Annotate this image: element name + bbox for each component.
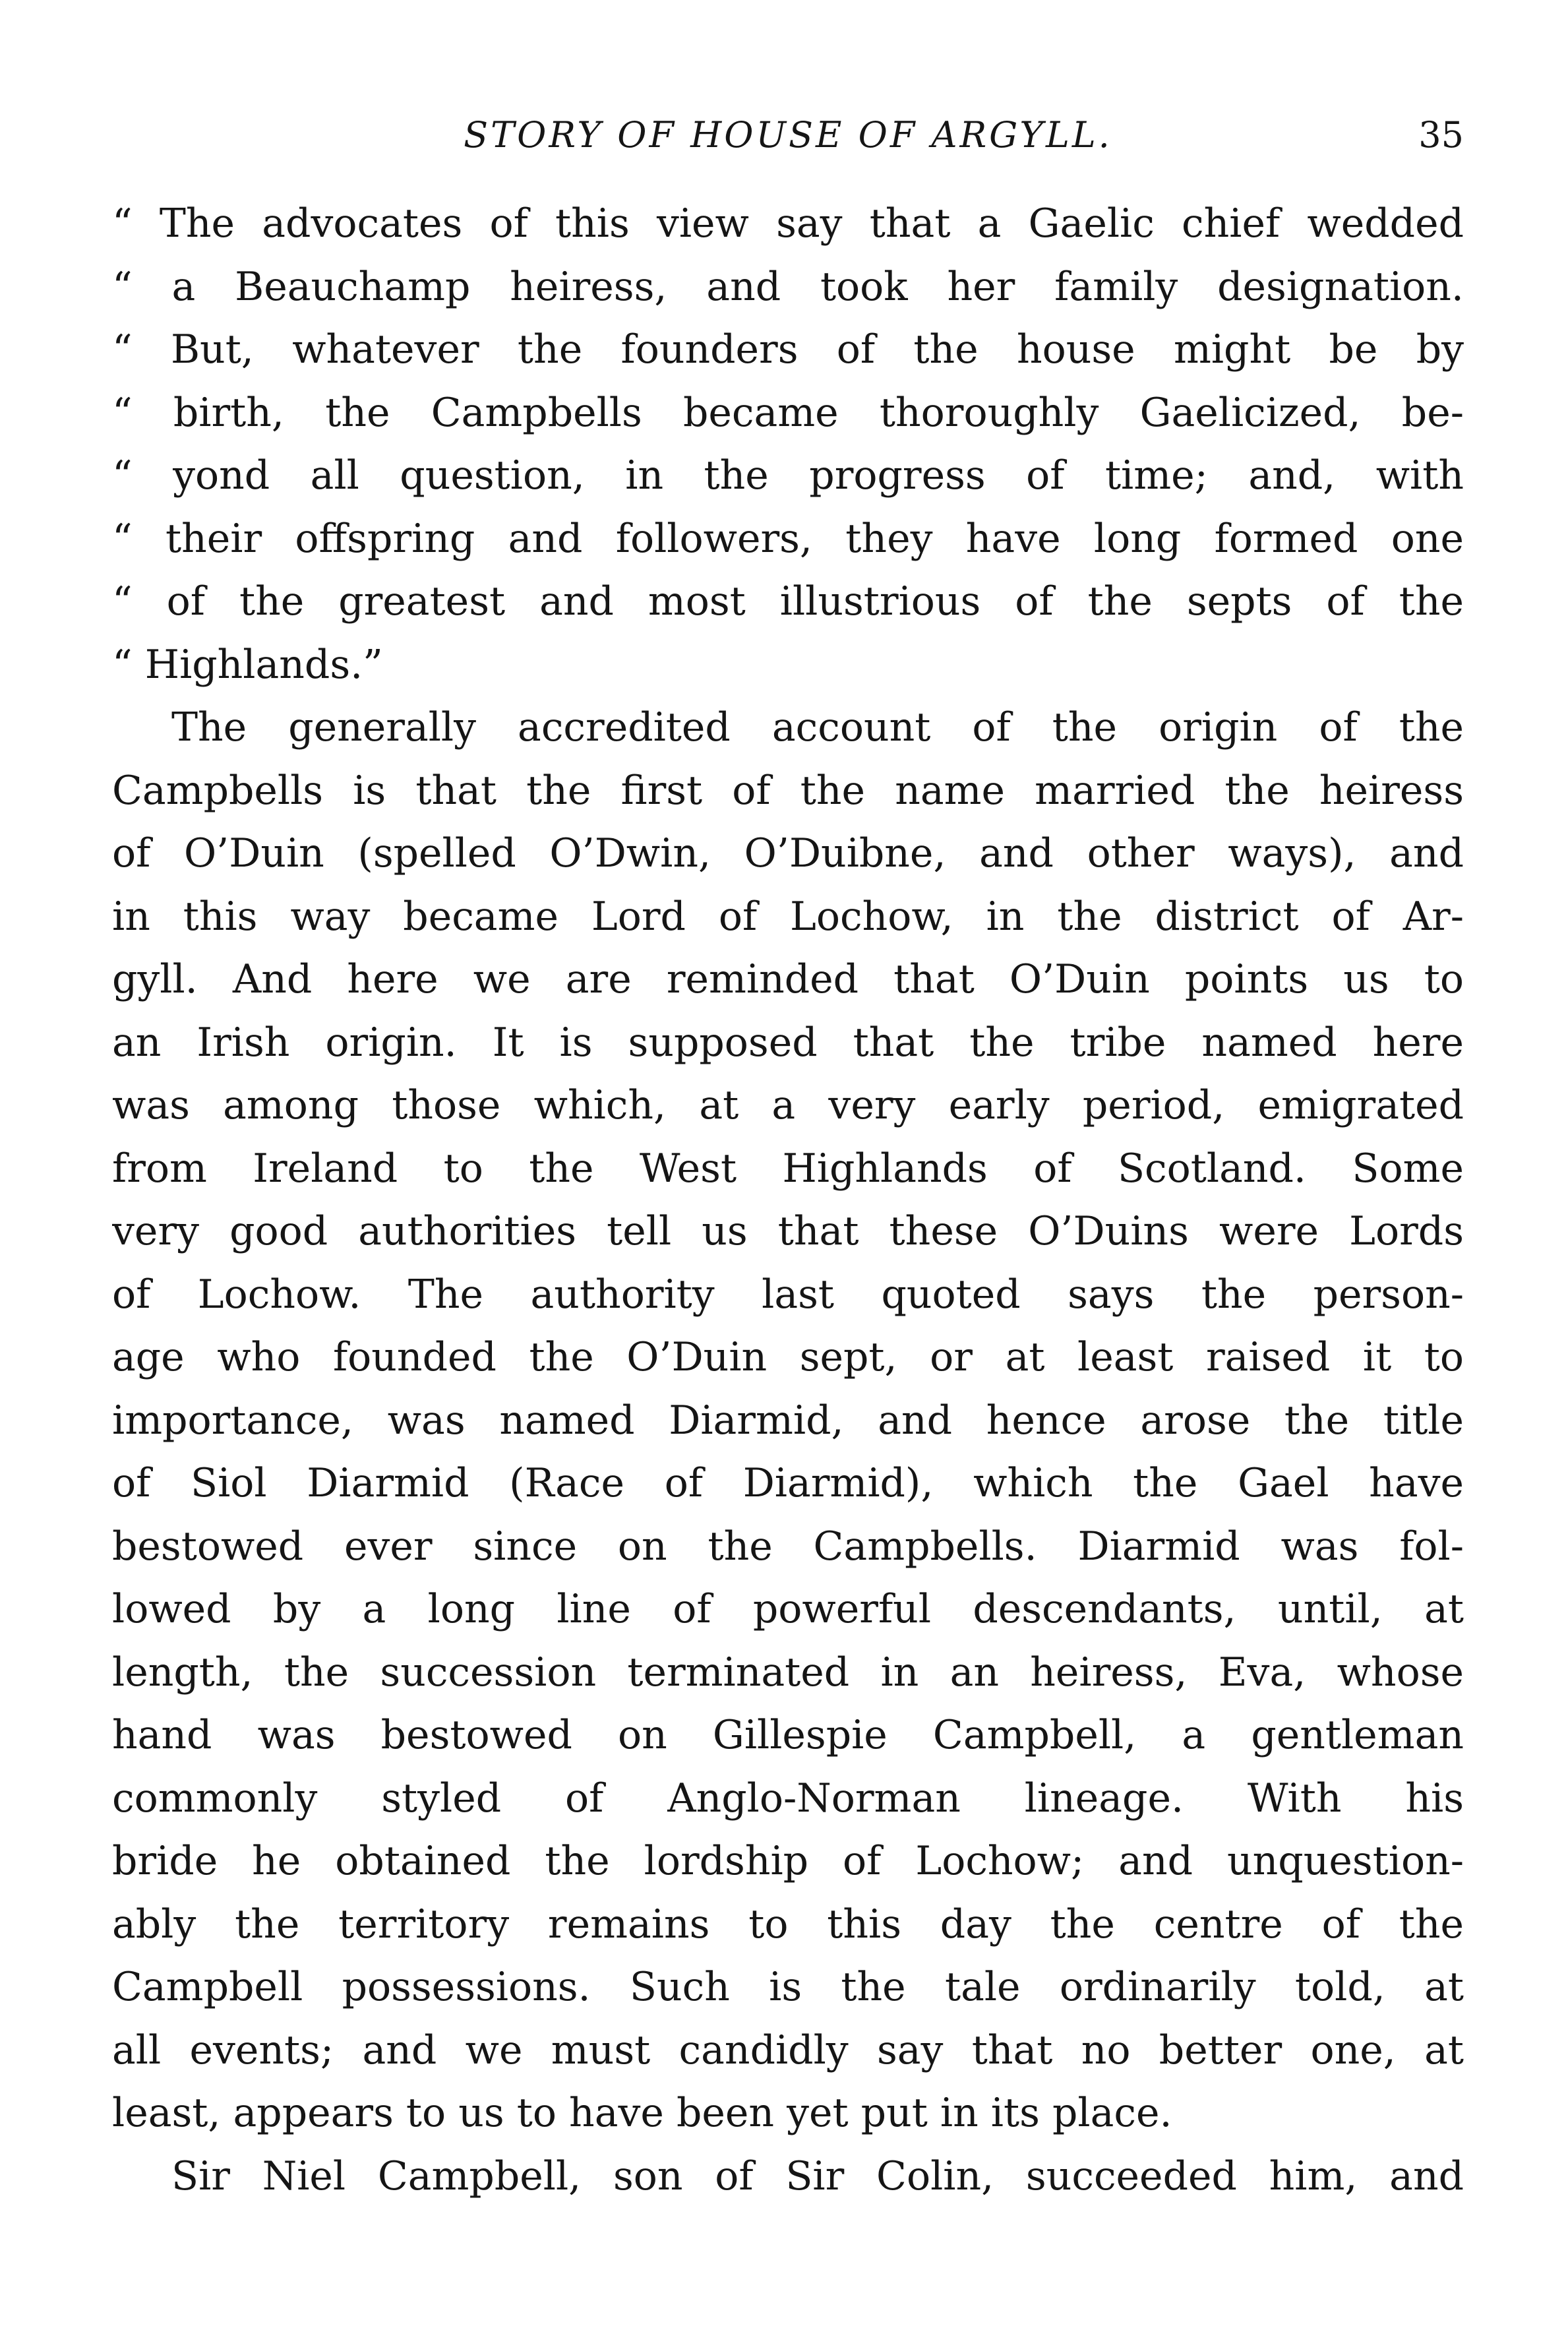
text-line: “ birth, the Campbells became thoroughly Gaelicized, be- [112,389,1464,436]
text-line: “ The advocates of this view say that a Gaelic chief wedded [112,200,1464,247]
text-line: Sir Niel Campbell, son of Sir Colin, succeeded him, and [171,2153,1464,2199]
text-line: of Lochow. The authority last quoted says the person- [112,1271,1464,1318]
text-line: The generally accredited account of the origin of the [171,704,1464,750]
text-line: hand was bestowed on Gillespie Campbell, a gentleman [112,1712,1464,1758]
book-page [112,106,1464,2208]
text-line: “ their offspring and followers, they have long formed one [112,515,1464,562]
text-line: Campbells is that the first of the name married the heiress [112,767,1464,814]
text-line: ably the territory remains to this day the centre of the [112,1901,1464,1947]
text-line: “ But, whatever the founders of the house might be by [112,326,1464,373]
text-line: least, appears to us to have been yet put in its place. [112,2090,1172,2136]
running-title: STORY OF HOUSE OF ARGYLL. [464,114,1112,156]
text-line: “ Highlands.” [112,641,383,688]
text-line: importance, was named Diarmid, and hence arose the title [112,1397,1464,1444]
text-line: from Ireland to the West Highlands of Scotland. Some [112,1145,1464,1192]
text-line: bestowed ever since on the Campbells. Diarmid was fol- [112,1523,1464,1570]
text-line: an Irish origin. It is supposed that the tribe named here [112,1019,1464,1066]
running-head [112,106,1464,165]
text-line: commonly styled of Anglo-Norman lineage. With his [112,1775,1464,1821]
text-line: of Siol Diarmid (Race of Diarmid), which the Gael have [112,1460,1464,1506]
text-line: very good authorities tell us that these O’Duins were Lords [112,1208,1464,1254]
text-line: bride he obtained the lordship of Lochow; and unquestion- [112,1838,1464,1884]
text-line: “ a Beauchamp heiress, and took her family designation. [112,263,1464,310]
text-line: “ of the greatest and most illustrious of the septs of the [112,578,1464,625]
text-line: length, the succession terminated in an heiress, Eva, whose [112,1649,1464,1696]
text-line: all events; and we must candidly say that no better one, at [112,2027,1464,2073]
page-number: 35 [1418,114,1464,156]
text-line: of O’Duin (spelled O’Dwin, O’Duibne, and other ways), and [112,830,1464,876]
text-line: gyll. And here we are reminded that O’Duin points us to [112,956,1464,1002]
text-line: “ yond all question, in the progress of time; and, with [112,452,1464,499]
body-text [112,193,1464,2208]
text-line: was among those which, at a very early period, emigrated [112,1082,1464,1128]
text-line: age who founded the O’Duin sept, or at least raised it to [112,1334,1464,1380]
text-line: lowed by a long line of powerful descendants, until, at [112,1586,1464,1632]
text-line: Campbell possessions. Such is the tale ordinarily told, at [112,1964,1464,2010]
text-line: in this way became Lord of Lochow, in the district of Ar- [112,893,1464,940]
